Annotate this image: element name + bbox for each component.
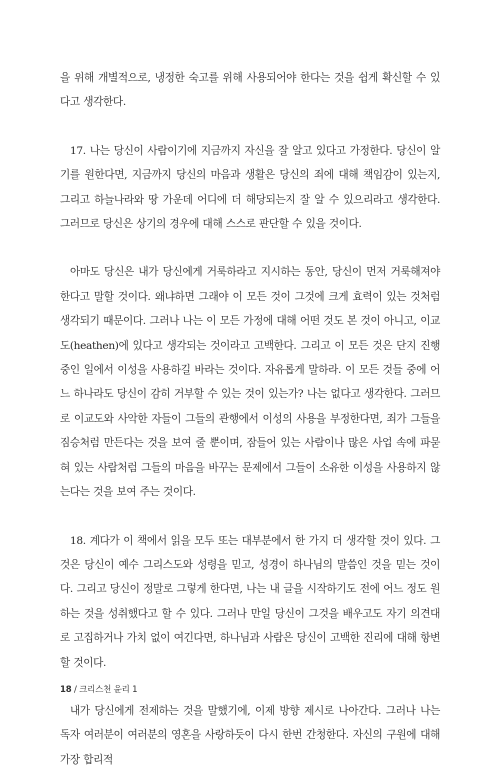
paragraph-gap	[60, 236, 440, 260]
paragraph: 17. 나는 당신이 사람이기에 지금까지 자신을 잘 알고 있다고 가정한다. 당신이 알기를 원한다면, 지금까지 당신의 마음과 생활은 당신의 죄에 대해 책임감이 있는지, 그리고 하늘나라와 땅 가운데 어디에 더 해당되는지 잘 알 수 있으리라고 생각한다. 그러므로 당신은 상기의 경우에 대해 스스로 판단할 수 있을 것이다.	[60, 144, 440, 231]
page-footer	[60, 683, 137, 695]
paragraph: 내가 당신에게 전제하는 것을 말했기에, 이제 방향 제시로 나아간다. 그러나 나는 독자 여러분이 여러분의 영혼을 사랑하듯이 다시 한번 간청한다. 자신의 구원에 대해 가장 합리적	[60, 704, 440, 766]
book-title: 크리스천 윤리 1	[79, 685, 138, 695]
paragraph: 을 위해 개별적으로, 냉정한 숙고를 위해 사용되어야 한다는 것을 쉽게 확신할 수 있다고 생각한다.	[60, 72, 440, 109]
paragraph: 18. 계다가 이 책에서 읽을 모두 또는 대부분에서 한 가지 더 생각할 것이 있다. 그것은 당신이 예수 그리스도와 성령을 믿고, 성경이 하나님의 말씀인 것을 믿는 것이다. 그리고 당신이 정말로 그렇게 한다면, 나는 내 글을 시작하기도 전에 어느 정도 원하는 것을 성취했다고 할 수 있다. 그러나 만일 당신이 그것을 배우고도 자기 의견대로 고집하거나 가치 없이 여긴다면, 하나님과 사람은 당신이 고백한 진리에 대해 항변할 것이다.	[60, 534, 440, 669]
paragraph-gap	[60, 505, 440, 529]
paragraph-gap	[60, 115, 440, 139]
paragraph: 아마도 당신은 내가 당신에게 거룩하라고 지시하는 동안, 당신이 먼저 거룩해져야 한다고 말할 것이다. 왜냐하면 그래야 이 모든 것이 그것에 크게 효력이 있는 것처럼 생각되기 때문이다. 그러나 나는 이 모든 가정에 대해 어떤 것도 본 것이 아니고, 이교도(heathen)에 있다고 생각되는 것이라고 고백한다. 그리고 이 모든 것은 단지 진행 중인 일에서 이성을 사용하길 바라는 것이다. 자유롭게 말하라. 이 모든 것들 중에 어느 하나라도 당신이 감히 거부할 수 있는 것이 있는가? 나는 없다고 생각한다. 그러므로 이교도와 사악한 자들이 그들의 관행에서 이성의 사용을 부정한다면, 죄가 그들을 짐승처럼 만든다는 것을 보여 줄 뿐이며, 잠들어 있는 사람이나 많은 사업 속에 파묻혀 있는 사람처럼 그들의 마음을 바꾸는 문제에서 그들이 소유한 이성을 사용하지 않는다는 것을 보여 주는 것이다.	[60, 266, 440, 499]
body-text	[60, 66, 440, 772]
footer-separator: /	[71, 685, 80, 695]
page-number: 18	[60, 685, 72, 695]
